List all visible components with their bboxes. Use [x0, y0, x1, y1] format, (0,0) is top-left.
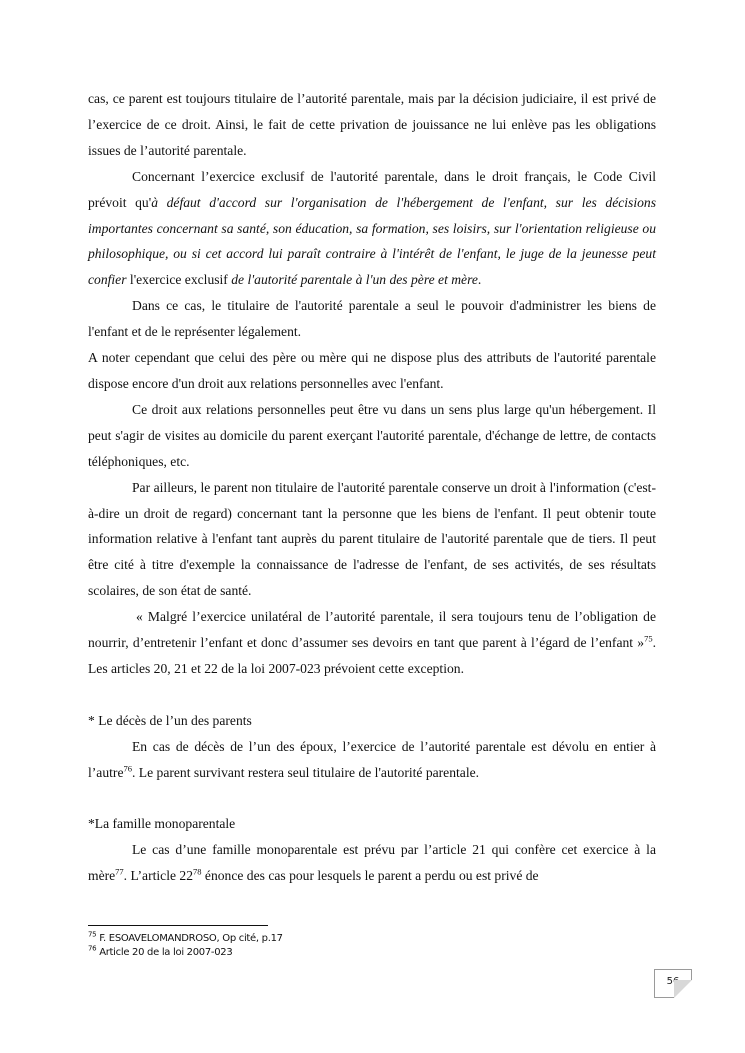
section-heading [88, 811, 656, 837]
paragraph-text: En cas de décès de l’un des époux, l’exercice de l’autorité parentale est dévolu en entier à l’autre [88, 738, 656, 780]
footnote-ref[interactable]: 75 [644, 633, 653, 644]
paragraph-text: Dans ce cas, le titulaire de l'autorité parentale a seul le pouvoir d'administrer les biens de l'enfant et de le représenter légalement. [88, 298, 656, 340]
italic-quote: à défaut d'accord sur l'organisation de l'hébergement de l'enfant, sur les décisions importantes concernant sa santé, son éducation, sa formation, ses loisirs, sur l'orientation religieuse ou philosophique, ou si cet accord lui paraît contraire à l'intérêt de l'enfant, le juge de la jeunesse peut confier [88, 194, 657, 288]
paragraph [88, 475, 656, 605]
paragraph [88, 293, 656, 345]
heading-text: *La famille monoparentale [88, 816, 236, 832]
footnote [88, 932, 283, 946]
paragraph-text: cas, ce parent est toujours titulaire de l’autorité parentale, mais par la décision judiciaire, il est privé de l’exercice de ce droit. Ainsi, le fait de cette privation de jouissance ne lui enlève pas les obligations issues de l’autorité parentale. [88, 91, 656, 158]
footnote-number: 75 [88, 930, 97, 939]
footnote-ref[interactable]: 77 [115, 866, 124, 877]
paragraph-text: Le cas d’une famille monoparentale est prévu par l’article 21 qui confère cet exercice à la mère [88, 842, 656, 884]
paragraph [88, 345, 656, 397]
footnote-number: 76 [88, 944, 97, 953]
paragraph-text: l'exercice exclusif [126, 272, 232, 288]
footnotes [88, 932, 283, 960]
footnote-divider [88, 925, 268, 926]
blank-line [88, 682, 656, 708]
blank-line [88, 785, 656, 811]
paragraph-text: . Les articles 20, 21 et 22 de la loi 2007-023 prévoient cette exception. [88, 635, 656, 676]
paragraph [88, 397, 656, 475]
paragraph [88, 164, 656, 294]
paragraph-text: Concernant l’exercice exclusif de l'autorité parentale, dans le droit français, le Code Civil prévoit qu' [88, 168, 656, 210]
body-text [88, 86, 656, 889]
paragraph-text: A noter cependant que celui des père ou mère qui ne dispose plus des attributs de l'autorité parentale dispose encore d'un droit aux relations personnelles avec l'enfant. [88, 350, 656, 391]
paragraph [88, 837, 656, 889]
italic-quote: de l'autorité parentale à l'un des père et mère [231, 272, 478, 288]
footnote [88, 946, 283, 960]
paragraph-text: Par ailleurs, le parent non titulaire de l'autorité parentale conserve un droit à l'information (c'est-à-dire un droit de regard) concernant tant la personne que les biens de l'enfant. Il peut obtenir toute information relative à l'enfant tant auprès du parent titulaire de l'autorité parentale que de tiers. Il peut être cité à titre d'exemple la connaissance de l'adresse de l'enfant, de ses activités, de ses résultats scolaires, de son état de santé. [88, 479, 656, 599]
heading-text: * Le décès de l’un des parents [88, 712, 252, 728]
paragraph-text: . L’article 22 [123, 868, 194, 884]
footnote-ref[interactable]: 76 [123, 763, 132, 774]
section-heading [88, 708, 656, 734]
paragraph [88, 604, 656, 682]
paragraph-text: énonce des cas pour lesquels le parent a perdu ou est privé de [201, 868, 539, 884]
paragraph-text: . Le parent survivant restera seul titulaire de l'autorité parentale. [131, 764, 480, 780]
footnote-text: Article 20 de la loi 2007-023 [96, 947, 233, 958]
page-number: 56 [666, 976, 680, 987]
paragraph [88, 86, 656, 164]
page-curl-icon [674, 980, 692, 998]
footnote-text: F. ESOAVELOMANDROSO, Op cité, p.17 [96, 933, 283, 944]
paragraph-text: . [477, 272, 482, 288]
paragraph-text: « Malgré l’exercice unilatéral de l’autorité parentale, il sera toujours tenu de l’obligation de nourrir, d’entretenir l’enfant et donc d’assumer ses devoirs en tant que parent à l’égard de l’enfant » [88, 609, 656, 651]
page-number-box [654, 969, 692, 998]
paragraph-text: Ce droit aux relations personnelles peut être vu dans un sens plus large qu'un hébergement. Il peut s'agir de visites au domicile du parent exerçant l'autorité parentale, d'échange de lettre, de contacts téléphoniques, etc. [88, 401, 656, 469]
paragraph [88, 734, 656, 786]
footnote-ref[interactable]: 78 [193, 866, 202, 877]
